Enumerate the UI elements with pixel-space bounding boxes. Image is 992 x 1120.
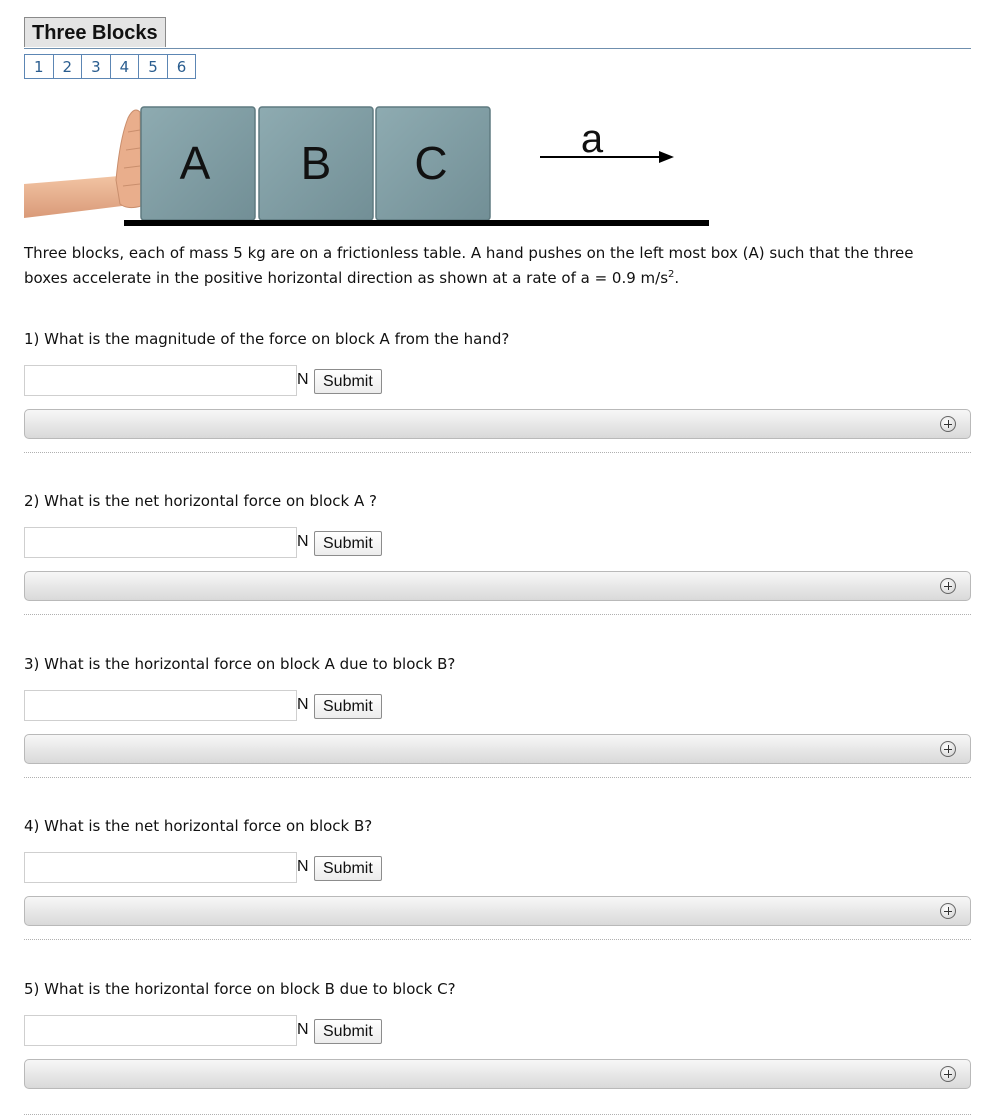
problem-line-1: Three blocks, each of mass 5 kg are on a frictionless table. A hand pushes on the left most box (A) such that the three <box>24 244 914 262</box>
submit-button[interactable]: Submit <box>314 856 382 881</box>
answer-input[interactable] <box>24 852 297 883</box>
page-title: Three Blocks <box>24 17 166 47</box>
acceleration-label: a <box>580 117 604 161</box>
question-text: 2) What is the net horizontal force on block A ? <box>24 492 377 510</box>
acceleration-arrow-icon <box>540 151 674 163</box>
block-c <box>376 107 490 220</box>
question-text: 5) What is the horizontal force on block B due to block C? <box>24 980 456 998</box>
block-c-label: C <box>414 137 448 189</box>
block-a <box>141 107 255 220</box>
hand-icon <box>24 110 141 218</box>
page-tab-3[interactable]: 3 <box>81 54 111 79</box>
hint-toggle-bar[interactable] <box>24 734 971 764</box>
answer-row <box>24 527 624 558</box>
question-4 <box>24 816 971 979</box>
question-text: 3) What is the horizontal force on block A due to block B? <box>24 655 456 673</box>
question-2 <box>24 491 971 654</box>
question-text: 1) What is the magnitude of the force on block A from the hand? <box>24 330 510 348</box>
table-surface <box>124 220 709 226</box>
answer-input[interactable] <box>24 690 297 721</box>
expand-plus-icon[interactable] <box>940 1066 956 1082</box>
question-text: 4) What is the net horizontal force on block B? <box>24 817 373 835</box>
page-tab-2[interactable]: 2 <box>53 54 83 79</box>
problem-statement <box>24 241 964 291</box>
hint-toggle-bar[interactable] <box>24 1059 971 1089</box>
block-b-label: B <box>300 137 332 189</box>
page-tab-1[interactable]: 1 <box>24 54 54 79</box>
page-tab-5[interactable]: 5 <box>138 54 168 79</box>
question-5 <box>24 979 971 1119</box>
answer-row <box>24 690 624 721</box>
expand-plus-icon[interactable] <box>940 578 956 594</box>
expand-plus-icon[interactable] <box>940 903 956 919</box>
unit-label: N <box>297 696 309 713</box>
hint-toggle-bar[interactable] <box>24 409 971 439</box>
block-b <box>259 107 373 220</box>
block-a-label: A <box>179 137 211 189</box>
problem-line-2-end: . <box>674 269 680 287</box>
page-tab-6[interactable]: 6 <box>167 54 197 79</box>
submit-button[interactable]: Submit <box>314 369 382 394</box>
question-divider <box>24 452 971 453</box>
expand-plus-icon[interactable] <box>940 416 956 432</box>
expand-plus-icon[interactable] <box>940 741 956 757</box>
submit-button[interactable]: Submit <box>314 531 382 556</box>
problem-line-2-exponent: 2 <box>668 269 675 280</box>
hint-toggle-bar[interactable] <box>24 896 971 926</box>
hint-toggle-bar[interactable] <box>24 571 971 601</box>
problem-line-2-text: boxes accelerate in the positive horizontal direction as shown at a rate of a = 0.9 m/s <box>24 269 669 287</box>
page-tabs <box>24 54 196 79</box>
submit-button[interactable]: Submit <box>314 694 382 719</box>
question-divider <box>24 614 971 615</box>
problem-line-2 <box>24 266 964 291</box>
blocks-diagram <box>24 98 714 233</box>
answer-row <box>24 852 624 883</box>
submit-button[interactable]: Submit <box>314 1019 382 1044</box>
page-tab-4[interactable]: 4 <box>110 54 140 79</box>
question-divider <box>24 777 971 778</box>
answer-input[interactable] <box>24 365 297 396</box>
title-divider <box>24 48 971 49</box>
unit-label: N <box>297 533 309 550</box>
question-3 <box>24 654 971 817</box>
answer-row <box>24 365 624 396</box>
question-divider <box>24 1114 971 1115</box>
question-1 <box>24 329 971 492</box>
answer-input[interactable] <box>24 527 297 558</box>
unit-label: N <box>297 858 309 875</box>
answer-input[interactable] <box>24 1015 297 1046</box>
question-divider <box>24 939 971 940</box>
unit-label: N <box>297 371 309 388</box>
answer-row <box>24 1015 624 1046</box>
unit-label: N <box>297 1021 309 1038</box>
